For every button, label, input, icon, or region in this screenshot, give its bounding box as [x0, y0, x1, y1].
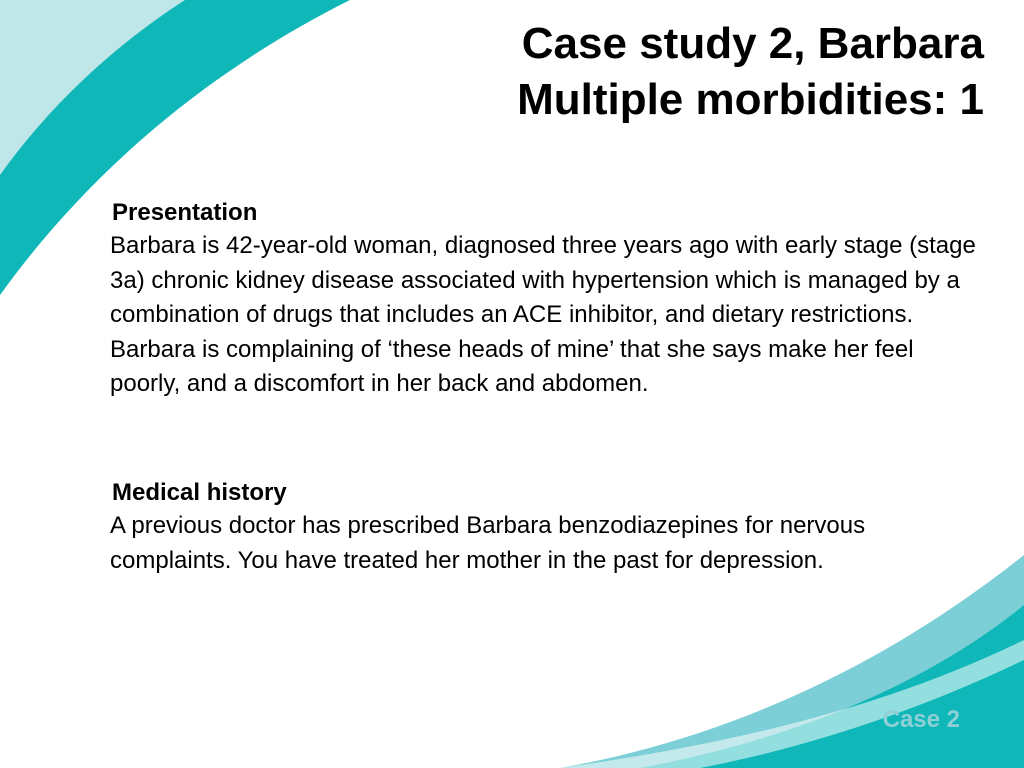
medical-history-section — [110, 477, 990, 578]
medical-history-heading: Medical history — [112, 479, 287, 506]
title-line-1: Case study 2, Barbara — [521, 19, 984, 68]
case-label: Case 2 — [882, 706, 960, 733]
presentation-heading: Presentation — [112, 199, 258, 226]
presentation-paragraph-1: Barbara is 42-year-old woman, diagnosed three years ago with early stage (stage 3a) chronic kidney disease associated with hypertension which is managed by a combination of drugs that includes an ACE inhibitor, and dietary restrictions. — [110, 232, 976, 328]
presentation-paragraph-2: Barbara is complaining of ‘these heads of mine’ that she says make her feel poorly, and a discomfort in her back and abdomen. — [110, 335, 914, 397]
title-line-2: Multiple morbidities: 1 — [517, 75, 984, 124]
medical-history-paragraph: A previous doctor has prescribed Barbara benzodiazepines for nervous complaints. You have treated her mother in the past for depression. — [110, 512, 866, 574]
presentation-section — [110, 197, 990, 402]
slide-title — [284, 16, 984, 128]
